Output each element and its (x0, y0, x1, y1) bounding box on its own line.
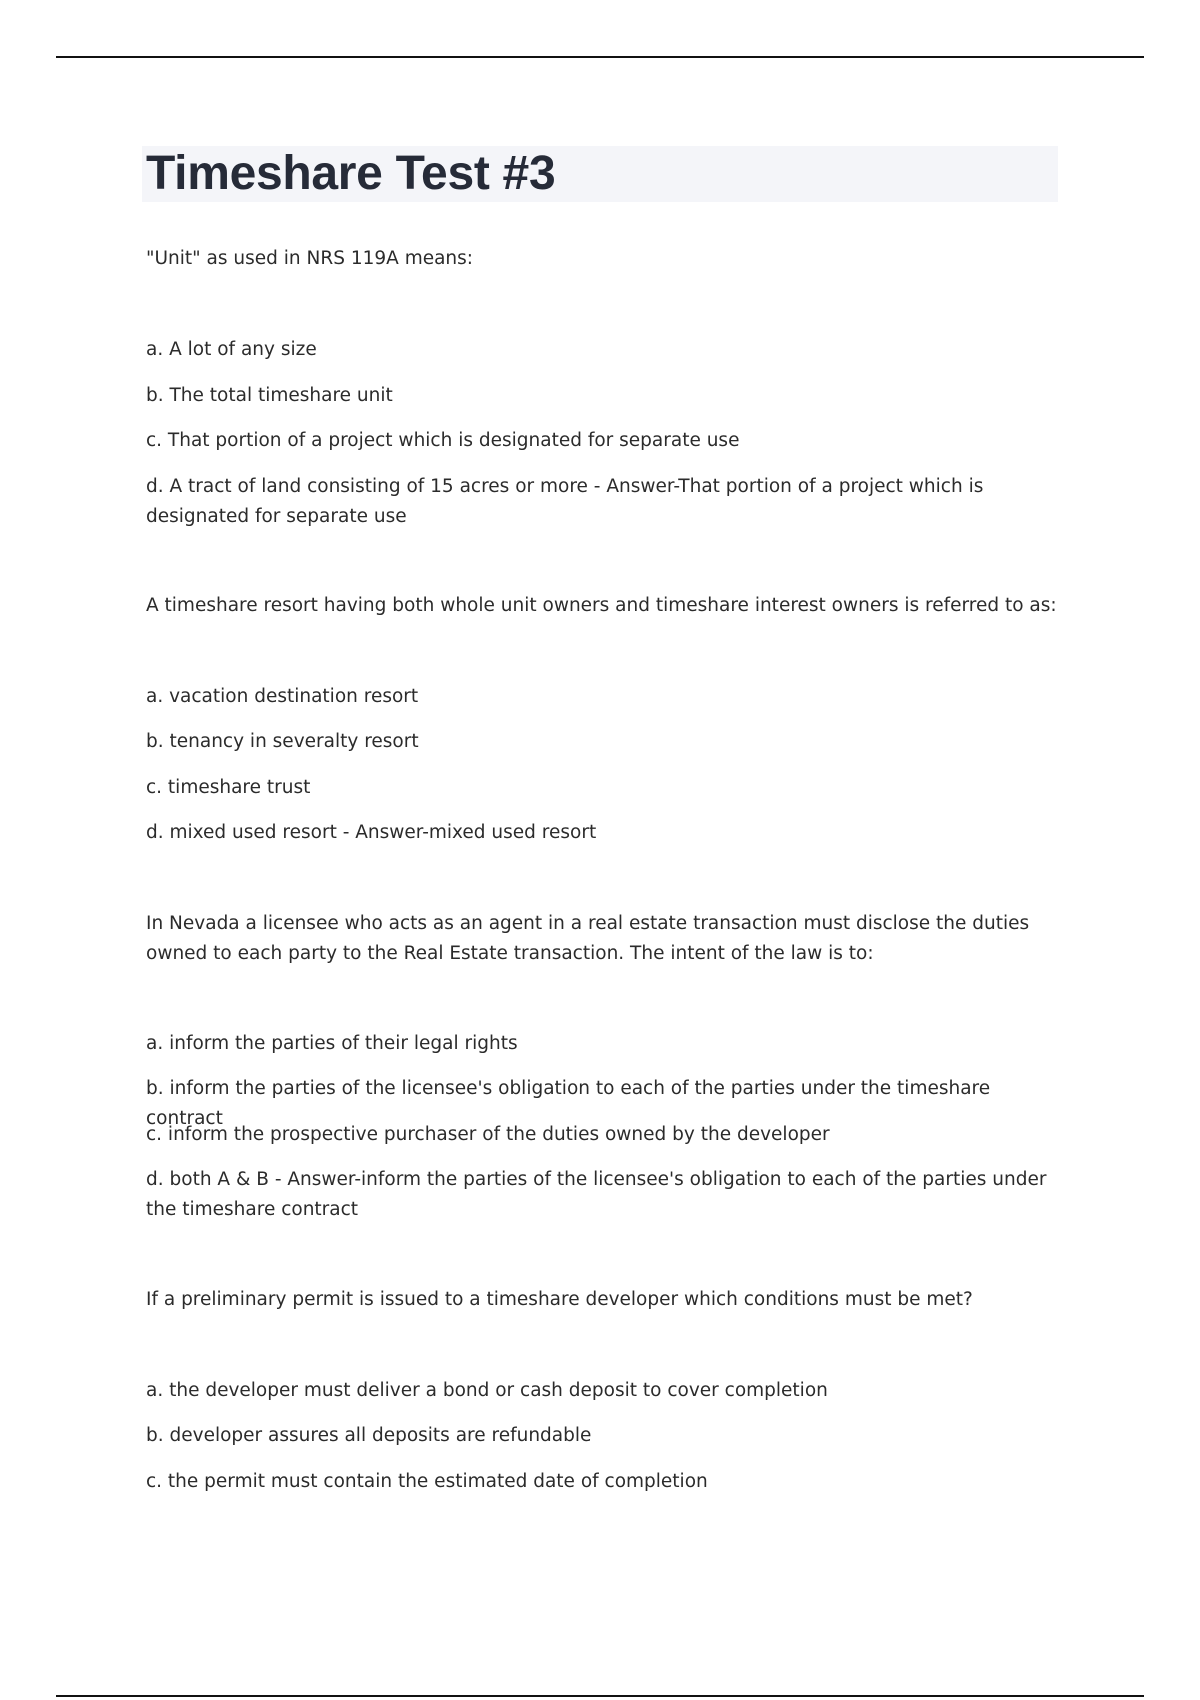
question-3-prompt: In Nevada a licensee who acts as an agent in a real estate transaction must disclose the duties owned to each party to the Real Estate transaction. The intent of the law is to: (146, 913, 1036, 964)
top-rule (56, 56, 1144, 58)
question-1-option-c: c. That portion of a project which is designated for separate use (146, 430, 740, 451)
question-2-prompt: A timeshare resort having both whole unit owners and timeshare interest owners is referred to as: (146, 595, 1057, 616)
question-1-option-a: a. A lot of any size (146, 339, 317, 360)
question-4-option-b: b. developer assures all deposits are refundable (146, 1425, 592, 1446)
question-4-option-a: a. the developer must deliver a bond or cash deposit to cover completion (146, 1380, 828, 1401)
question-1-prompt: "Unit" as used in NRS 119A means: (146, 248, 474, 269)
question-4-option-c: c. the permit must contain the estimated date of completion (146, 1471, 708, 1492)
question-2-option-d: d. mixed used resort - Answer-mixed used resort (146, 822, 597, 843)
question-3-option-d: d. both A & B - Answer-inform the parties of the licensee's obligation to each of the parties under the timeshare contract (146, 1169, 1053, 1220)
question-2-option-b: b. tenancy in severalty resort (146, 731, 419, 752)
question-4-prompt: If a preliminary permit is issued to a timeshare developer which conditions must be met? (146, 1289, 973, 1310)
question-3-option-a: a. inform the parties of their legal rights (146, 1033, 518, 1054)
page-title: Timeshare Test #3 (146, 147, 556, 200)
question-1-option-b: b. The total timeshare unit (146, 385, 393, 406)
question-1-option-d: d. A tract of land consisting of 15 acres or more - Answer-That portion of a project which is designated for separate use (146, 476, 990, 527)
question-2-option-c: c. timeshare trust (146, 777, 311, 798)
question-3-option-b: b. inform the parties of the licensee's obligation to each of the parties under the timeshare contract (146, 1078, 997, 1129)
question-2-option-a: a. vacation destination resort (146, 686, 419, 707)
question-3-option-c: c. inform the prospective purchaser of the duties owned by the developer (146, 1124, 830, 1145)
bottom-rule (56, 1695, 1144, 1697)
